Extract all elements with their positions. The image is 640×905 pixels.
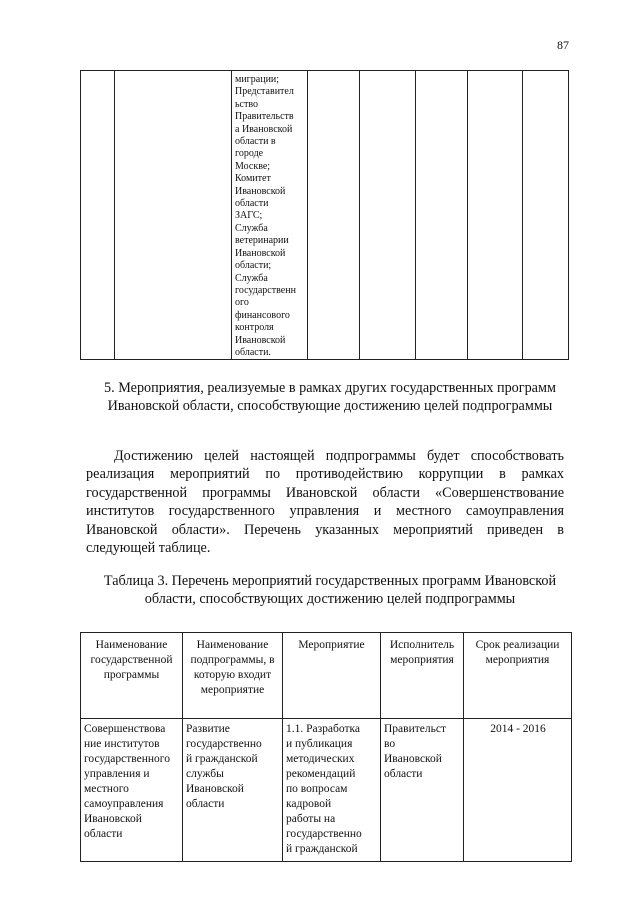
cell-term: 2014 - 2016 xyxy=(464,719,572,862)
table-cell xyxy=(115,71,232,360)
continuation-table xyxy=(80,70,569,360)
executors-text: миграции; Представител ьство Правительств а Ивановской области в городе Москве; Комитет Ивановской области ЗАГС; Служба ветеринарии Ивановской области; Служба государственн ого финансового контроля Ивановской области. xyxy=(235,74,296,358)
header-program: Наименование государственной программы xyxy=(81,633,183,719)
table-cell xyxy=(416,71,468,360)
header-term: Срок реализации мероприятия xyxy=(464,633,572,719)
executors-cell xyxy=(232,71,308,360)
header-measure: Мероприятие xyxy=(283,633,381,719)
measures-table xyxy=(80,632,572,862)
table-cell xyxy=(308,71,360,360)
section-heading: 5. Мероприятия, реализуемые в рамках других государственных программ Ивановской области, способствующие достижению целей подпрограммы xyxy=(104,380,556,414)
table-cell xyxy=(360,71,416,360)
header-executor: Исполнитель мероприятия xyxy=(381,633,464,719)
table-cell xyxy=(468,71,523,360)
cell-subprogram: Развитие государственно й гражданской службы Ивановской области xyxy=(183,719,283,862)
table-row xyxy=(81,719,572,862)
body-paragraph: Достижению целей настоящей подпрограммы будет способствовать реализация мероприятий по противодействию коррупции в рамках государственной программы Ивановской области «Совершенствование институтов государственного управления и местного самоуправления Ивановской области». Перечень указанных мероприятий приведен в следующей таблице. xyxy=(86,448,564,557)
cell-executor: Правительст во Ивановской области xyxy=(381,719,464,862)
cell-program: Совершенствова ние институтов государственного управления и местного самоуправления Ивановской области xyxy=(81,719,183,862)
header-subprogram: Наименование подпрограммы, в которую входит мероприятие xyxy=(183,633,283,719)
table-caption: Таблица 3. Перечень мероприятий государственных программ Ивановской области, способствующих достижению целей подпрограммы xyxy=(103,573,557,607)
cell-measure: 1.1. Разработка и публикация методических рекомендаций по вопросам кадровой работы на государственно й гражданской xyxy=(283,719,381,862)
table-header-row xyxy=(81,633,572,719)
page-number: 87 xyxy=(557,38,569,52)
table-cell xyxy=(81,71,115,360)
table-cell xyxy=(523,71,569,360)
